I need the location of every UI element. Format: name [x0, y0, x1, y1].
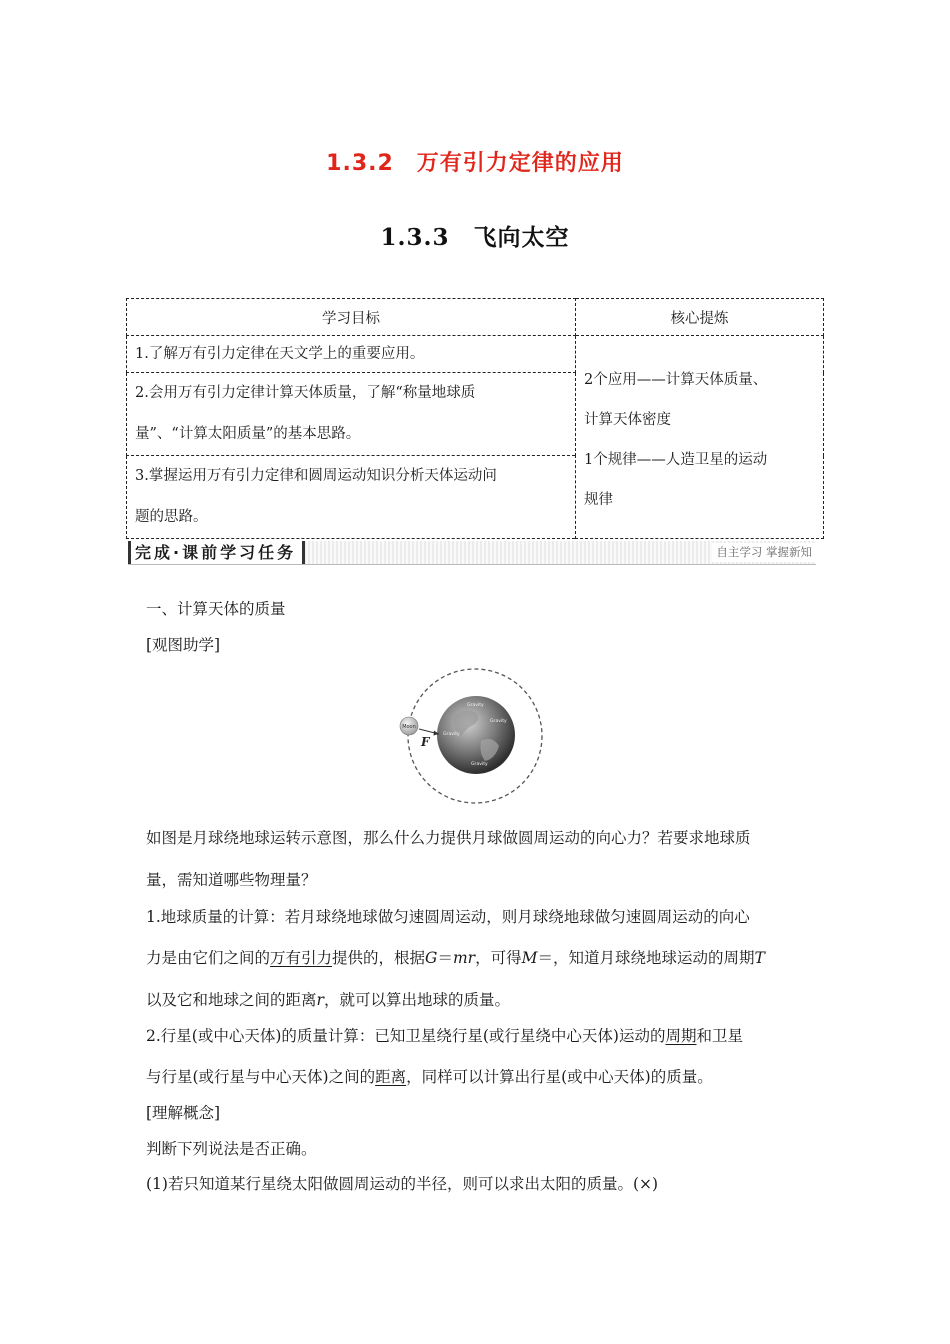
- p1-line-1: 1.地球质量的计算：若月球绕地球做匀速圆周运动，则月球绕地球做匀速圆周运动的向心: [146, 908, 750, 926]
- banner-subtitle: 自主学习 掌握新知: [712, 543, 816, 562]
- answer-distance: 距离: [375, 1068, 407, 1086]
- main-title: 1.3.2 万有引力定律的应用: [326, 151, 624, 176]
- core-line-1: 2个应用——计算天体质量、: [584, 372, 768, 388]
- p1-line-2: 力是由它们之间的万有引力提供的，根据G＝mr，可得M＝，知道月球绕地球运动的周期T: [146, 949, 765, 967]
- force-label: F: [421, 735, 430, 749]
- learning-goals-table: [126, 298, 824, 539]
- answer-universal-gravitation: 万有引力: [270, 949, 333, 967]
- goal-2-line-1: 2.会用万有引力定律计算天体质量，了解“称量地球质: [135, 385, 476, 401]
- tag-observe: [观图助学]: [146, 636, 221, 654]
- moon-orbit-figure: [395, 667, 550, 807]
- goal-1: 1.了解万有引力定律在天文学上的重要应用。: [127, 336, 576, 373]
- core-line-3: 1个规律——人造卫星的运动: [584, 452, 768, 468]
- goal-2-line-2: 量”、“计算太阳质量”的基本思路。: [135, 426, 361, 442]
- goal-3: [127, 456, 576, 539]
- intro-line-1: 如图是月球绕地球运转示意图，那么什么力提供月球做圆周运动的向心力？若要求地球质: [146, 829, 751, 847]
- gravity-label-bottom: Gravity: [471, 762, 488, 767]
- banner-title: 完成·课前学习任务: [128, 541, 305, 564]
- goal-3-line-1: 3.掌握运用万有引力定律和圆周运动知识分析天体运动问: [135, 468, 497, 484]
- sub-title: 1.3.3 飞向太空: [380, 224, 570, 251]
- p2-line-1: 2.行星(或中心天体)的质量计算：已知卫星绕行星(或行星绕中心天体)运动的周期和卫星: [146, 1027, 744, 1045]
- tag-understand: [理解概念]: [146, 1104, 221, 1122]
- core-line-2: 计算天体密度: [584, 412, 671, 428]
- core-summary-cell: [576, 336, 824, 539]
- judge-instruction: 判断下列说法是否正确。: [146, 1140, 317, 1158]
- goal-2: [127, 373, 576, 456]
- moon-label: Moon: [402, 724, 416, 730]
- p2-line-2: 与行星(或行星与中心天体)之间的距离，同样可以计算出行星(或中心天体)的质量。: [146, 1068, 713, 1086]
- header-core-summary: 核心提炼: [576, 299, 824, 336]
- gravity-label-top: Gravity: [467, 703, 484, 708]
- question-1: (1)若只知道某行星绕太阳做圆周运动的半径，则可以求出太阳的质量。(×): [146, 1175, 659, 1193]
- answer-period: 周期: [665, 1027, 697, 1045]
- gravity-label-left: Gravity: [443, 732, 460, 737]
- intro-line-2: 量，需知道哪些物理量？: [146, 871, 317, 889]
- header-learning-goals: 学习目标: [127, 299, 576, 336]
- core-line-4: 规律: [584, 492, 613, 508]
- gravity-label-right: Gravity: [490, 719, 507, 724]
- section-heading: 一、计算天体的质量: [146, 600, 286, 618]
- p1-line-3: 以及它和地球之间的距离r，就可以算出地球的质量。: [146, 991, 510, 1009]
- section-banner: [128, 541, 816, 565]
- goal-3-line-2: 题的思路。: [135, 509, 208, 525]
